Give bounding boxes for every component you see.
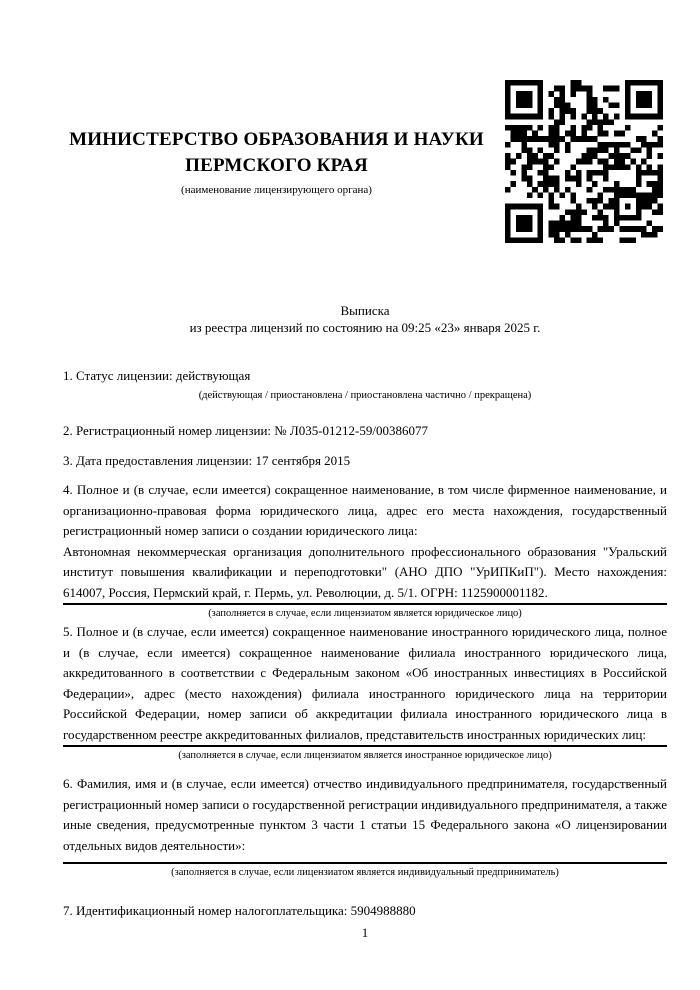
document-title-line2: из реестра лицензий по состоянию на 09:25 «23» января 2025 г. bbox=[189, 319, 541, 335]
fill-in-line bbox=[63, 603, 667, 605]
license-grant-date-text: 3. Дата предоставления лицензии: 17 сентября 2015 bbox=[63, 453, 351, 468]
licensing-authority-header bbox=[63, 127, 490, 197]
license-status-options-caption: (действующая / приостановлена / приостановлена частично / прекращена) bbox=[198, 389, 532, 401]
fill-in-line bbox=[63, 745, 667, 747]
registration-number-text: 2. Регистрационный номер лицензии: № Л035-01212-59/00386077 bbox=[63, 423, 429, 438]
individual-entrepreneur-caption: (заполняется в случае, если лицензиатом является индивидуальный предприниматель) bbox=[171, 867, 559, 878]
ministry-name-line1: МИНИСТЕРСТВО ОБРАЗОВАНИЯ И НАУКИ bbox=[69, 129, 484, 150]
field-license-grant-date bbox=[63, 451, 667, 472]
field-license-status bbox=[63, 366, 667, 402]
license-status-text: 1. Статус лицензии: действующая bbox=[63, 368, 251, 383]
field-taxpayer-number bbox=[63, 901, 667, 922]
field-registration-number bbox=[63, 421, 667, 442]
document-title bbox=[63, 303, 667, 336]
taxpayer-number-text: 7. Идентификационный номер налогоплательщика: 5904988880 bbox=[63, 903, 416, 918]
legal-entity-question: 4. Полное и (в случае, если имеется) сокращенное наименование, в том числе фирменное наименование, и организационно-правовая форма юридического лица, адрес его места нахождения, государственный регистрационный номер записи о создании юридического лица: bbox=[63, 482, 667, 538]
licensing-authority-caption: (наименование лицензирующего органа) bbox=[181, 184, 372, 196]
foreign-legal-entity-caption: (заполняется в случае, если лицензиатом является иностранное юридическое лицо) bbox=[178, 750, 552, 761]
foreign-legal-entity-question: 5. Полное и (в случае, если имеется) сокращенное наименование иностранного юридического лица, полное и (в случае, если имеется) сокращенное наименование филиала иностранного юридического лица, аккредитованного в соответствии с Федеральным законом «Об иностранных инвестициях в Российской Федерации», адрес (место нахождения) филиала иностранного юридического лица на территории Российской Федерации, номер записи об аккредитации филиала иностранного юридического лица в государственном реестре аккредитованных филиалов, представительств иностранных юридических лиц: bbox=[63, 624, 667, 742]
field-foreign-legal-entity bbox=[63, 622, 667, 762]
field-legal-entity bbox=[63, 480, 667, 620]
legal-entity-answer: Автономная некоммерческая организация дополнительного профессионального образования "Уральский институт повышения квалификации и переподготовки" (АНО ДПО "УрИПКиП"). Место нахождения: 614007, Россия, Пермский край, г. Пермь, ул. Революции, д. 5/1. ОГРН: 1125900001182. bbox=[63, 543, 667, 600]
fill-in-line bbox=[63, 862, 667, 864]
field-individual-entrepreneur bbox=[63, 774, 667, 879]
ministry-name-line2: ПЕРМСКОГО КРАЯ bbox=[185, 155, 368, 176]
qr-code-icon bbox=[505, 80, 663, 243]
individual-entrepreneur-question: 6. Фамилия, имя и (в случае, если имеется) отчество индивидуального предпринимателя, государственный регистрационный номер записи о государственной регистрации индивидуального предпринимателя, а также иные сведения, предусмотренные пунктом 3 части 1 статьи 15 Федерального закона «О лицензировании отдельных видов деятельности»: bbox=[63, 776, 667, 853]
document-title-line1: Выписка bbox=[340, 303, 390, 318]
legal-entity-caption: (заполняется в случае, если лицензиатом является юридическое лицо) bbox=[208, 608, 522, 619]
page-number: 1 bbox=[361, 925, 369, 940]
